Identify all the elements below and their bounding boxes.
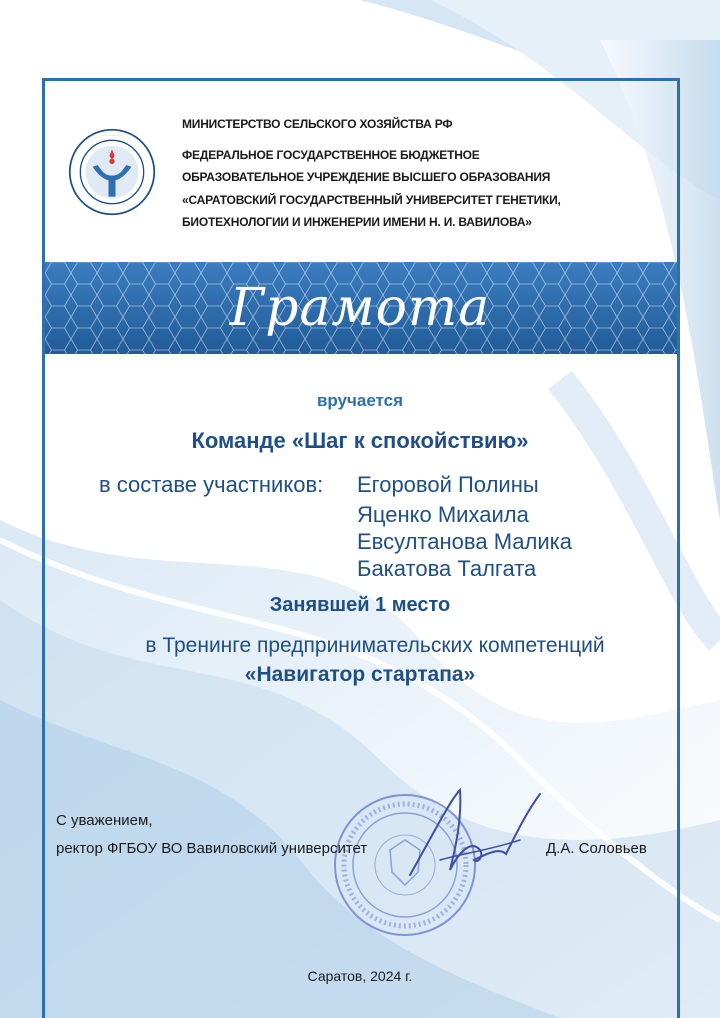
member-name: Евсултанова Малика bbox=[357, 529, 572, 554]
event-text: в Тренинге предпринимательских компетенций bbox=[145, 634, 605, 657]
svg-text:· · · · · · · ·: · · · · · · · · bbox=[101, 132, 123, 138]
city-year: Саратов, 2024 г. bbox=[307, 968, 413, 984]
organization-header bbox=[182, 113, 652, 234]
event-name: «Навигатор стартапа» bbox=[244, 663, 476, 686]
signatory-name: Д.А. Соловьев bbox=[546, 840, 647, 857]
certificate-title: Грамота bbox=[229, 278, 491, 338]
member-name: Бакатова Талгата bbox=[357, 556, 537, 581]
regards-text: С уважением, bbox=[56, 812, 153, 829]
university-logo bbox=[68, 128, 156, 216]
rector-title: ректор ФГБОУ ВО Вавиловский университет bbox=[56, 840, 368, 857]
signature bbox=[400, 780, 550, 890]
org-line-2: ОБРАЗОВАТЕЛЬНОЕ УЧРЕЖДЕНИЕ ВЫСШЕГО ОБРАЗОВАНИЯ bbox=[182, 170, 551, 184]
member-name: Яценко Михаила bbox=[357, 502, 529, 527]
awarded-text: вручается bbox=[316, 391, 404, 410]
org-line-1: ФЕДЕРАЛЬНОЕ ГОСУДАРСТВЕННОЕ БЮДЖЕТНОЕ bbox=[182, 147, 480, 162]
member-name: Егоровой Полины bbox=[357, 472, 539, 497]
place-text: Занявшей 1 место bbox=[269, 594, 451, 616]
team-name: Команде «Шаг к спокойствию» bbox=[191, 428, 529, 453]
org-line-4: БИОТЕХНОЛОГИИ И ИНЖЕНЕРИИ ИМЕНИ Н. И. ВАВИЛОВА» bbox=[182, 215, 532, 229]
members-label: в составе участников: bbox=[99, 472, 324, 497]
ministry-name: МИНИСТЕРСТВО СЕЛЬСКОГО ХОЗЯЙСТВА РФ bbox=[182, 117, 453, 131]
org-line-3: «САРАТОВСКИЙ ГОСУДАРСТВЕННЫЙ УНИВЕРСИТЕТ ГЕНЕТИКИ, bbox=[182, 192, 561, 207]
